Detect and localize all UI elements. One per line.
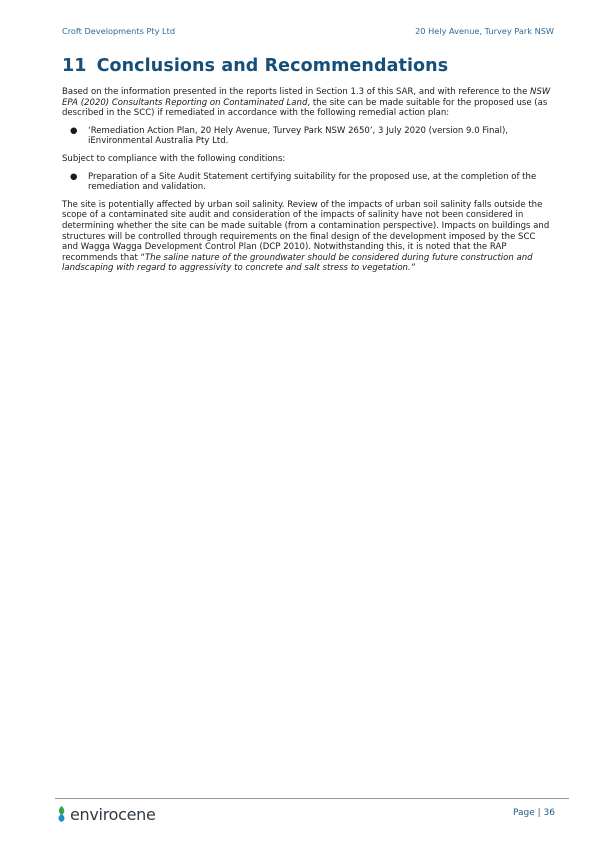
section-title: Conclusions and Recommendations [96,56,449,76]
intro-paragraph [62,87,552,119]
remedial-plan-list [62,126,552,147]
section-number: 11 [62,56,87,76]
footer-divider [55,798,569,799]
logo-wordmark: envirocene [70,804,156,824]
list-item [62,126,552,147]
salinity-paragraph [62,200,552,274]
conditions-intro: Subject to compliance with the following conditions: [62,153,286,164]
list-item-text: ‘Remediation Action Plan, 20 Hely Avenue, Turvey Park NSW 2650’, 3 July 2020 (version 9.0 Final), iEnvironmental Australia Pty Ltd. [88,125,509,147]
envirocene-leaf-icon [56,805,67,823]
bullet-icon: ● [70,171,78,182]
page-header [62,26,554,40]
intro-text-start: Based on the information presented in the reports listed in Section 1.3 of this SAR, and with reference to the [62,87,531,97]
section-heading [62,56,552,76]
bullet-icon: ● [70,125,78,136]
conditions-list [62,172,552,193]
document-body [62,56,552,280]
salinity-text: The site is potentially affected by urban soil salinity. Review of the impacts of urban soil salinity falls outside the scope of a contaminated site audit and consideration of the impacts of salinity have not been considered in determining whether the site can be made suitable (from a contamination perspective). Impacts on buildings and structures will be controlled through requirements on the final design of the development imposed by the SCC and Wagga Wagga Development Control Plan (DCP 2010). Notwithstanding this, it is noted that the RAP recommends that “ [62,199,550,263]
envirocene-logo [56,804,156,824]
intro-text-end: , the site can be made suitable for the proposed use (as described in the SCC) if remediated in accordance with the following remedial action plan: [62,97,548,119]
list-item-text: Preparation of a Site Audit Statement certifying suitability for the proposed use, at the completion of the remediation and validation. [88,171,537,193]
list-item [62,172,552,193]
guideline-reference: NSW EPA (2020) Consultants Reporting on Contaminated Land [62,87,551,108]
header-address: 20 Hely Avenue, Turvey Park NSW [415,26,554,36]
header-company: Croft Developments Pty Ltd [62,26,176,36]
page-number: Page | 36 [513,808,555,818]
rap-quote: The saline nature of the groundwater should be considered during future construction and landscaping with regard to aggressivity to concrete and salt stress to vegetation.” [62,252,533,274]
